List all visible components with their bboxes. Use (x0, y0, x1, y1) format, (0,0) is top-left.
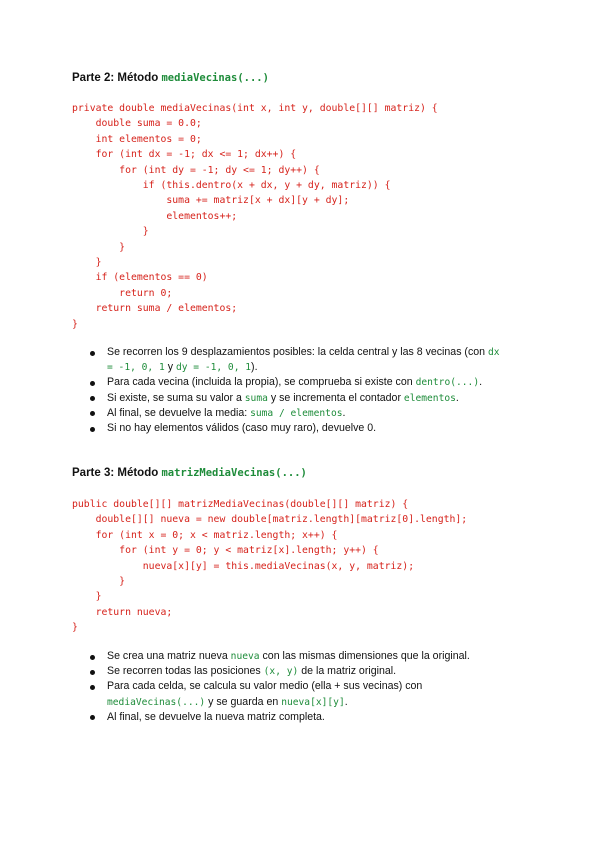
list-item: Para cada celda, se calcula su valor medio (ella + sus vecinas) con mediaVecinas(...) y se guarda en nueva[x][y]. (90, 679, 470, 709)
part3-heading (72, 467, 307, 479)
code-line: } (72, 257, 102, 269)
code-line: suma += matriz[x + dx][y + dy]; (72, 195, 350, 207)
list-item: Se recorren todas las posiciones (x, y) de la matriz original. (90, 664, 470, 679)
code-line: } (72, 241, 126, 253)
part3-heading-prefix: Parte 3: Método (72, 467, 162, 479)
part2-bullet-list (90, 345, 500, 436)
part2-heading (72, 72, 269, 84)
code-line: } (72, 226, 149, 238)
code-line: for (int dx = -1; dx <= 1; dx++) { (72, 149, 297, 161)
code-line: } (72, 591, 102, 603)
list-item: Si existe, se suma su valor a suma y se incrementa el contador elementos. (90, 391, 500, 406)
part2-code-block (72, 101, 438, 332)
code-line: double[][] nueva = new double[matriz.length][matriz[0].length]; (72, 514, 468, 526)
code-line: if (elementos == 0) (72, 272, 208, 284)
list-item: Se recorren los 9 desplazamientos posibles: la celda central y las 8 vecinas (con dx = -1, 0, 1 y dy = -1, 0, 1). (90, 345, 500, 375)
list-item: Al final, se devuelve la media: suma / elementos. (90, 406, 500, 421)
list-item: Se crea una matriz nueva nueva con las mismas dimensiones que la original. (90, 649, 470, 664)
code-line: } (72, 318, 78, 330)
part2-heading-method: mediaVecinas(...) (161, 72, 269, 84)
code-line: return 0; (72, 287, 173, 299)
code-line: return suma / elementos; (72, 303, 238, 315)
code-line: for (int x = 0; x < matriz.length; x++) { (72, 529, 338, 541)
part3-bullet-list (90, 649, 470, 725)
code-line: if (this.dentro(x + dx, y + dy, matriz)) { (72, 180, 391, 192)
code-line: } (72, 622, 78, 634)
code-line: double suma = 0.0; (72, 118, 202, 130)
code-line: elementos++; (72, 210, 238, 222)
code-line: nueva[x][y] = this.mediaVecinas(x, y, matriz); (72, 560, 415, 572)
code-line: int elementos = 0; (72, 133, 202, 145)
code-line: for (int dy = -1; dy <= 1; dy++) { (72, 164, 320, 176)
part3-heading-method: matrizMediaVecinas(...) (161, 467, 307, 479)
code-line: private double mediaVecinas(int x, int y, double[][] matriz) { (72, 103, 438, 114)
part3-code-block (72, 497, 467, 636)
code-line: for (int y = 0; y < matriz[x].length; y++) { (72, 545, 379, 557)
list-item: Si no hay elementos válidos (caso muy raro), devuelve 0. (90, 421, 500, 436)
code-line: return nueva; (72, 606, 173, 618)
code-line: } (72, 576, 126, 588)
code-line: public double[][] matrizMediaVecinas(double[][] matriz) { (72, 499, 409, 510)
list-item: Al final, se devuelve la nueva matriz completa. (90, 710, 470, 725)
list-item: Para cada vecina (incluida la propia), se comprueba si existe con dentro(...). (90, 375, 500, 390)
part2-heading-prefix: Parte 2: Método (72, 72, 162, 84)
